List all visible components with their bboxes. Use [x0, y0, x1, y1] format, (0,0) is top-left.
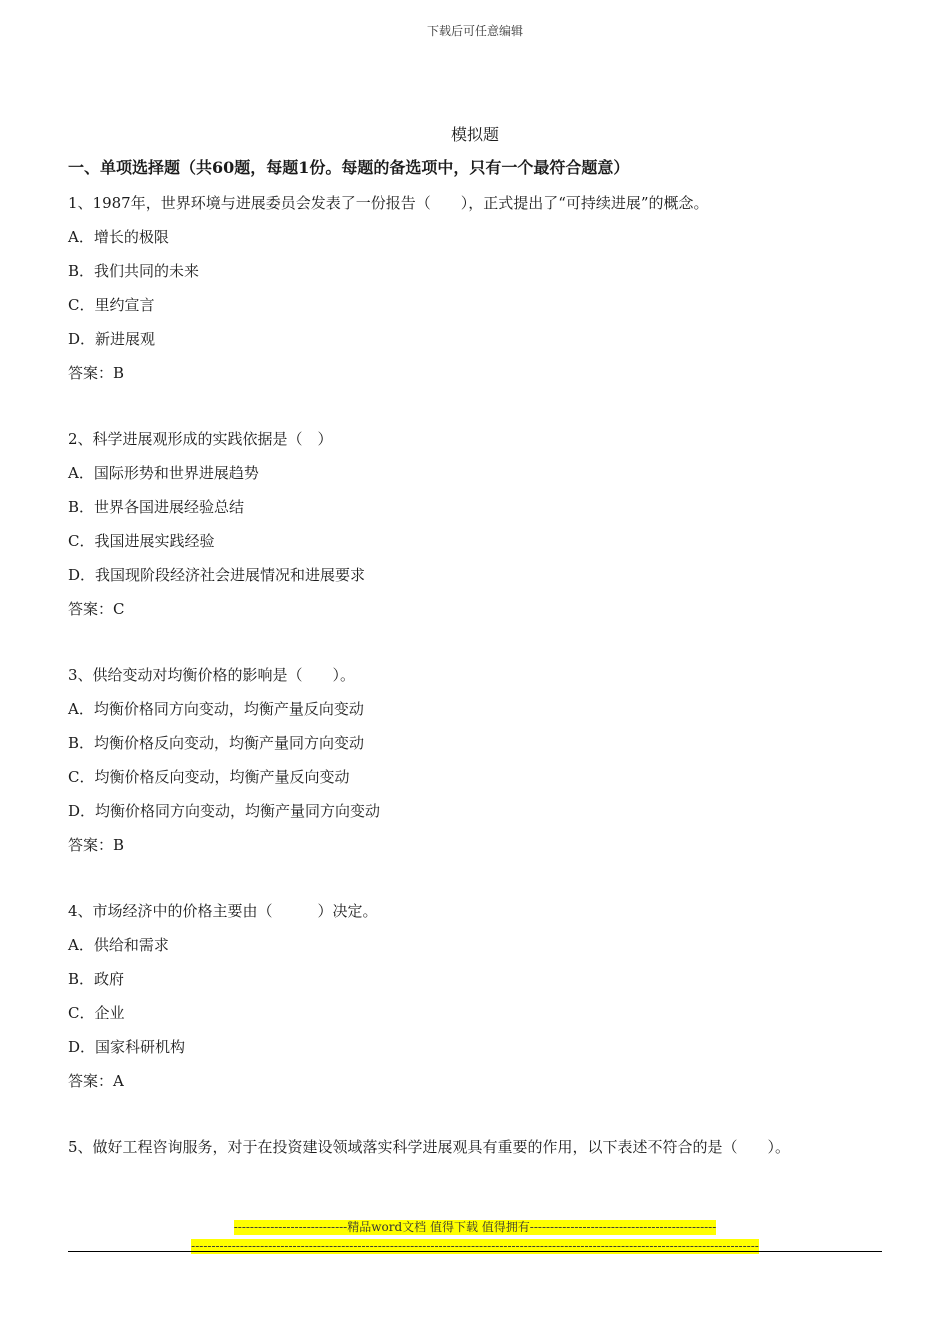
- option-d: D．国家科研机构: [68, 1038, 186, 1056]
- option-b: B．世界各国进展经验总结: [68, 498, 245, 516]
- question-stem: 3、供给变动对均衡价格的影响是（ ）。: [68, 666, 356, 684]
- banner-line-1: ----------------------------精品word文档 值得下载 值得拥有----------------------------------------------: [233, 1220, 717, 1234]
- option-a: A．均衡价格同方向变动，均衡产量反向变动: [68, 700, 364, 718]
- question-stem: 1、1987年，世界环境与进展委员会发表了一份报告（ ），正式提出了“可持续进展”的概念。: [68, 194, 709, 212]
- footer-divider: [68, 1251, 882, 1252]
- answer: 答案：A: [68, 1072, 124, 1090]
- option-a: A．增长的极限: [68, 228, 169, 246]
- option-a: A．国际形势和世界进展趋势: [68, 464, 259, 482]
- option-a: A．供给和需求: [68, 936, 169, 954]
- answer: 答案：C: [68, 600, 125, 618]
- page-title: 模拟题: [450, 125, 499, 144]
- option-b: B．均衡价格反向变动，均衡产量同方向变动: [68, 734, 365, 752]
- answer: 答案：B: [68, 836, 125, 854]
- option-b: B．我们共同的未来: [68, 262, 200, 280]
- question-5: [68, 1130, 886, 1164]
- option-b: B．政府: [68, 970, 125, 988]
- answer: 答案：B: [68, 364, 125, 382]
- question-4: [68, 894, 886, 1098]
- option-d: D．新进展观: [68, 330, 156, 348]
- question-stem: 5、做好工程咨询服务，对于在投资建设领域落实科学进展观具有重要的作用，以下表述不符合的是（ ）。: [68, 1138, 791, 1156]
- option-c: C．企业: [68, 1004, 125, 1022]
- option-c: C．里约宣言: [68, 296, 155, 314]
- section-heading: 一、单项选择题（共60题，每题1份。每题的备选项中，只有一个最符合题意）: [68, 158, 630, 177]
- option-d: D．均衡价格同方向变动，均衡产量同方向变动: [68, 802, 381, 820]
- footer-banner: [0, 1216, 950, 1254]
- banner-line-2: --------------------------------------------------------------------------------------------------------------------------------------------: [191, 1239, 759, 1253]
- header-note: 下载后可任意编辑: [426, 24, 523, 38]
- question-1: [68, 186, 886, 390]
- question-2: [68, 422, 886, 626]
- question-stem: 2、科学进展观形成的实践依据是（ ）: [68, 430, 333, 448]
- question-list: [68, 186, 886, 1196]
- question-stem: 4、市场经济中的价格主要由（ ）决定。: [68, 902, 378, 920]
- option-c: C．均衡价格反向变动，均衡产量反向变动: [68, 768, 350, 786]
- question-3: [68, 658, 886, 862]
- option-c: C．我国进展实践经验: [68, 532, 215, 550]
- option-d: D．我国现阶段经济社会进展情况和进展要求: [68, 566, 366, 584]
